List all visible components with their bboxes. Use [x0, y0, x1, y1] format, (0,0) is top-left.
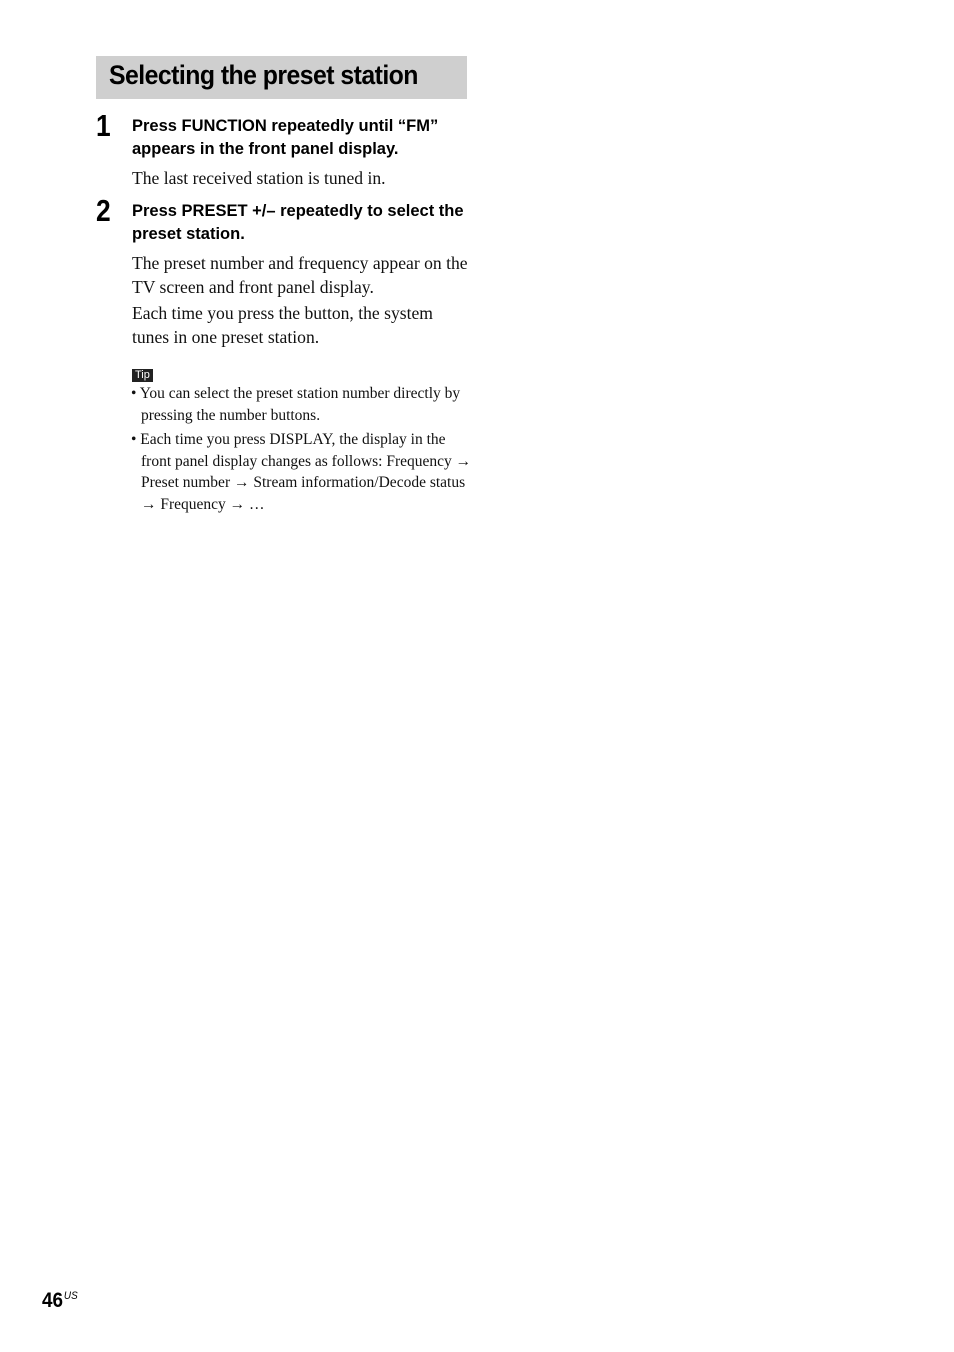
- section-header: [96, 56, 467, 99]
- section-title: Selecting the preset station: [109, 60, 418, 90]
- tip-item-2: • Each time you press DISPLAY, the display in the front panel display changes as follows: Frequency → Preset number → Stream information/Decode status → Frequency → …: [131, 431, 472, 513]
- step-number-2: 2: [96, 193, 111, 228]
- step-number-1: 1: [96, 108, 111, 143]
- step-2-description-extra: Each time you press the button, the system tunes in one preset station.: [132, 303, 433, 347]
- page-number: [42, 1284, 78, 1313]
- page-number-value: 46: [42, 1289, 64, 1312]
- step-1-heading: Press FUNCTION repeatedly until “FM” appears in the front panel display.: [132, 117, 439, 158]
- step-2-heading: Press PRESET +/– repeatedly to select the preset station.: [132, 202, 464, 243]
- page-number-suffix: US: [63, 1290, 78, 1302]
- step-1-description: The last received station is tuned in.: [132, 168, 386, 188]
- tip-item-1: • You can select the preset station number directly by pressing the number buttons.: [131, 385, 461, 424]
- step-2-description: The preset number and frequency appear on the TV screen and front panel display.: [132, 253, 468, 297]
- tip-label: Tip: [132, 369, 153, 382]
